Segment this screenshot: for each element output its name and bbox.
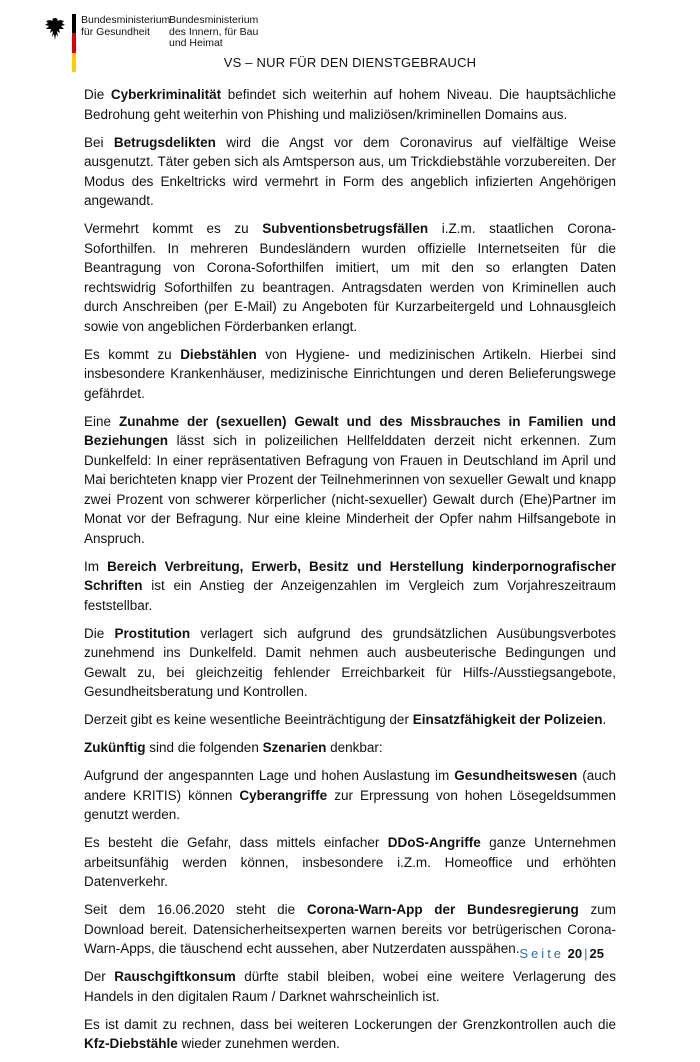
text-run: verlagert sich aufgrund des grundsätzlichen Ausübungsverbotes zunehmend ins Dunkelfeld. Damit nehmen auch ausbeuterische Bedingungen und Gewalt zu, bei gleichzeitig fehlender Erreichbarkeit für Hilfs-/Ausstiegsangebote, Gesundheitsberatung und Kontrollen. — [84, 625, 616, 699]
paragraph — [84, 133, 616, 211]
text-run: Es ist damit zu rechnen, dass bei weiteren Lockerungen der Grenzkontrollen auch die — [84, 1016, 616, 1032]
text-run: (auch andere KRITIS) können — [84, 768, 616, 803]
paragraph — [84, 710, 616, 730]
text-run: Derzeit gibt es keine wesentliche Beeinträchtigung der — [84, 712, 413, 727]
ministry-interior: Bundesministerium des Innern, für Bau und Heimat — [169, 14, 259, 49]
federal-eagle-icon — [44, 16, 66, 42]
text-run: Der — [84, 969, 115, 984]
bold-term: Subventionsbetrugsfällen — [262, 221, 429, 236]
text-run: Vermehrt kommt es zu — [84, 221, 263, 236]
document-body — [84, 85, 616, 1062]
classification-marking: VS – NUR FÜR DEN DIENSTGEBRAUCH — [223, 55, 477, 70]
text-run: Seit dem 16.06.2020 steht die — [84, 902, 307, 917]
text-run: befindet sich weiterhin auf hohem Niveau. Die hauptsächliche Bedrohung geht weiterhin von Phishing und maliziösen/kriminellen Domains aus. — [84, 87, 616, 122]
bold-term: Corona-Warn-App der Bundesregierung — [306, 902, 579, 917]
bold-term: Prostitution — [114, 625, 191, 641]
paragraph — [84, 85, 616, 124]
bold-term: Gesundheitswesen — [454, 768, 578, 783]
text-run: ganze Unternehmen arbeitsunfähig werden können, insbesondere i.Z.m. Homeoffice und erhöhten Datenverkehr. — [84, 835, 616, 889]
ministry-health: Bundesministerium für Gesundheit — [81, 14, 171, 38]
bold-term: Cyberkriminalität — [110, 87, 222, 102]
paragraph — [84, 766, 616, 825]
paragraph — [84, 967, 616, 1006]
bold-term: Rauschgiftkonsum — [114, 969, 236, 984]
flag-red — [72, 33, 76, 52]
text-run: i.Z.m. staatlichen Corona-Soforthilfen. In mehreren Bundesländern wurden offizielle Internetseiten für die Beantragung von Corona-Soforthilfen imitiert, um mit den so erlangten Daten rechtswidrig Soforthilfen zu beantragen. Antragsdaten werden von Kriminellen auch durch Anschreiben (per E-Mail) zu Angeboten für Kurzarbeitergeld und Lohnausgleich sowie von angeblichen Förderbanken erlangt. — [84, 221, 617, 334]
text-run: Eine — [84, 413, 119, 429]
bold-term: Betrugsdelikten — [113, 134, 216, 150]
paragraph — [84, 345, 616, 404]
paragraph — [84, 833, 616, 892]
text-run: Bei — [84, 134, 114, 150]
page-footer — [519, 946, 604, 961]
bold-term: Zukünftig — [84, 740, 146, 755]
text-run: Im — [84, 558, 108, 574]
text-run: dürfte stabil bleiben, wobei eine weitere Verlagerung des Handels in den digitalen Raum / Darknet wahrscheinlich ist. — [84, 969, 616, 1004]
paragraph — [84, 412, 616, 549]
paragraph — [84, 1015, 616, 1054]
text-run: Es kommt zu — [84, 346, 181, 362]
paragraph — [84, 738, 616, 758]
text-run: zur Erpressung von hohen Lösegeldsummen genutzt werden. — [84, 787, 616, 822]
text-run: sind die folgenden — [145, 740, 263, 755]
text-run: lässt sich in polizeilichen Hellfelddaten derzeit nicht erkennen. Zum Dunkelfeld: In einer repräsentativen Befragung von Frauen in Deutschland im April und Mai berichteten knapp vier Prozent der Teilnehmerinnen von sexueller Gewalt und knapp zwei Prozent von schwerer körperlicher (nicht-sexueller) Gewalt durch (Ehe)Partner im Monat vor der Befragung. Nur eine kleine Minderheit der Opfer nahm Hilfsangebote in Anspruch. — [84, 433, 616, 546]
page-current: 20 — [567, 946, 583, 961]
bold-term: Einsatzfähigkeit der Polizeien — [412, 712, 603, 727]
text-run: Die — [84, 625, 115, 641]
bold-term: Cyberangriffe — [239, 787, 328, 803]
bold-term: Bereich Verbreitung, Erwerb, Besitz und Herstellung kinderpornografischer Schriften — [84, 558, 617, 593]
page-label: Seite — [519, 946, 565, 961]
paragraph — [84, 624, 616, 702]
text-run: wird die Angst vor dem Coronavirus auf vielfältige Weise ausgenutzt. Täter geben sich als Amtsperson aus, um Trickdiebstähle vorzubereiten. Der Modus des Enkeltricks wird vermehrt in Form des angeblich infizierten Angehörigen angewandt. — [84, 134, 616, 208]
flag-black — [72, 14, 76, 33]
page-separator: | — [584, 946, 588, 961]
bold-term: Diebstählen — [180, 346, 257, 362]
page-total: 25 — [589, 946, 604, 961]
text-run: wieder zunehmen werden. — [177, 1036, 340, 1051]
bold-term: Szenarien — [262, 740, 327, 755]
text-run: . — [602, 712, 607, 727]
bold-term: Kfz-Diebstähle — [84, 1036, 178, 1051]
text-run: Die — [84, 87, 111, 102]
text-run: Aufgrund der angespannten Lage und hohen Auslastung im — [84, 768, 455, 783]
paragraph — [84, 219, 616, 336]
text-run: Es besteht die Gefahr, dass mittels einfacher — [84, 835, 388, 850]
text-run: ist ein Anstieg der Anzeigenzahlen im Vergleich zum Vorjahreszeitraum feststellbar. — [84, 578, 616, 613]
text-run: von Hygiene- und medizinischen Artikeln. Hierbei sind insbesondere Krankenhäuser, medizinische Einrichtungen und deren Belieferungswege gefährdet. — [84, 346, 617, 401]
paragraph — [84, 557, 616, 616]
text-run: zum Download bereit. Datensicherheitsexperten warnen bereits vor betrügerischen Corona-Warn-Apps, die täuschend echt aussehen, aber Nutzerdaten ausspähen. — [84, 902, 616, 956]
bold-term: Zunahme der (sexuellen) Gewalt und des Missbrauches in Familien und Beziehungen — [84, 413, 616, 448]
text-run: denkbar: — [326, 740, 383, 755]
bold-term: DDoS-Angriffe — [387, 835, 481, 850]
